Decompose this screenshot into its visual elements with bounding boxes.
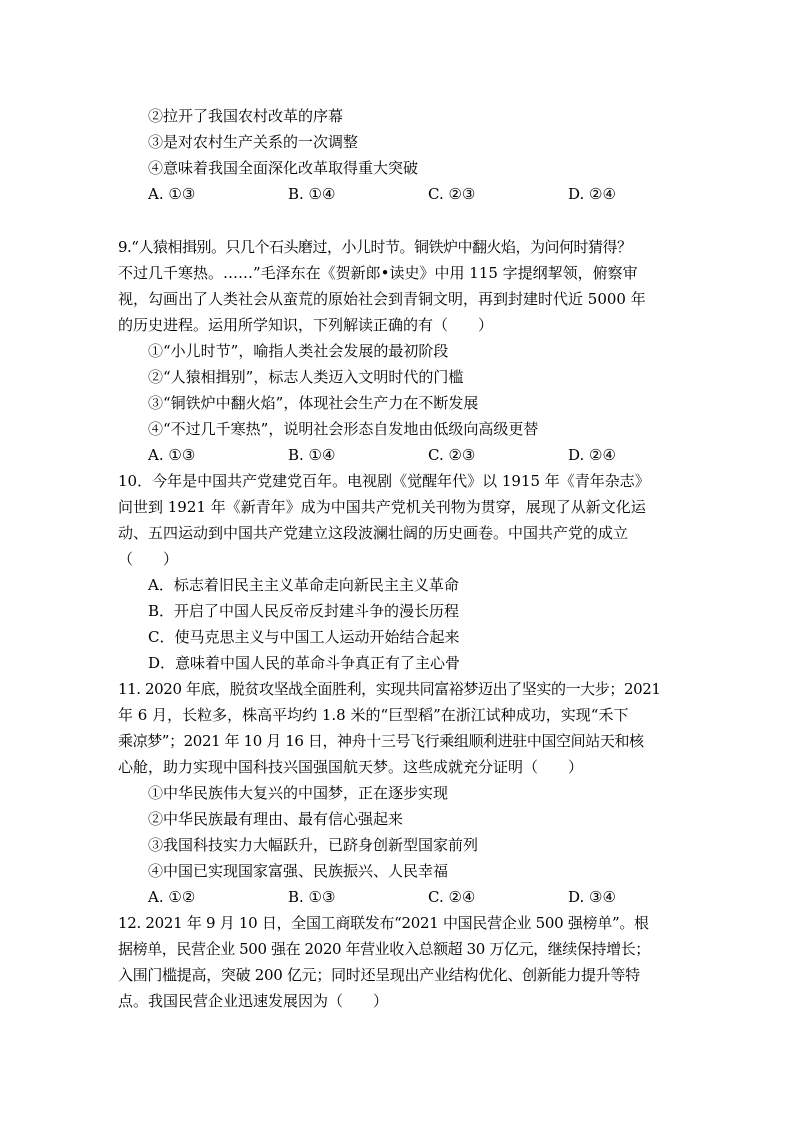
- q10-stem-line-2: 问世到 1921 年《新青年》成为中国共产党机关刊物为贯穿，展现了从新文化运: [118, 498, 646, 516]
- q12-stem-line-4: 点。我国民营企业迅速发展因为（ ）: [118, 992, 389, 1010]
- q11-option-a: A. ①②: [148, 888, 196, 906]
- q9-item-3: ③“铜铁炉中翻火焰”，体现社会生产力在不断发展: [148, 394, 479, 412]
- q11-item-2: ②中华民族最有理由、最有信心强起来: [148, 810, 404, 828]
- q10-option-b: B．开启了中国人民反帝反封建斗争的漫长历程: [148, 602, 460, 620]
- q11-options: [148, 887, 648, 907]
- q8-option-c: C. ②③: [428, 185, 476, 203]
- q11-option-d: D. ③④: [568, 888, 616, 906]
- q8-item-3: ③是对农村生产关系的一次调整: [148, 133, 359, 151]
- q8-item-2: ②拉开了我国农村改革的序幕: [148, 107, 344, 125]
- q11-stem-line-4: 心舱，助力实现中国科技兴国强国航天梦。这些成就充分证明（ ）: [118, 758, 584, 776]
- q9-item-2: ②“人猿相揖别”，标志人类迈入文明时代的门槛: [148, 368, 464, 386]
- q12-stem-line-3: 入围门槛提高，突破 200 亿元；同时还呈现出产业结构优化、创新能力提升等特: [118, 966, 640, 984]
- q9-stem-line-1: 9.“人猿相揖别。只几个石头磨过，小儿时节。铜铁炉中翻火焰，为问何时猜得？: [118, 238, 632, 256]
- q11-stem-line-2: 年 6 月，长粒多，株高平均约 1.8 米的“巨型稻”在浙江试种成功，实现“禾下: [118, 706, 629, 724]
- q10-stem-line-3: 动、五四运动到中国共产党建立这段波澜壮阔的历史画卷。中国共产党的成立: [118, 524, 629, 542]
- q9-options: [148, 445, 648, 465]
- q11-item-3: ③我国科技实力大幅跃升，已跻身创新型国家前列: [148, 836, 479, 854]
- q8-item-4: ④意味着我国全面深化改革取得重大突破: [148, 159, 419, 177]
- q12-stem-line-1: 12. 2021 年 9 月 10 日，全国工商联发布“2021 中国民营企业 500 强榜单”。根: [118, 914, 649, 932]
- q12-stem-line-2: 据榜单，民营企业 500 强在 2020 年营业收入总额超 30 万亿元，继续保持增长；: [118, 940, 650, 958]
- q9-item-1: ①“小儿时节”，喻指人类社会发展的最初阶段: [148, 342, 449, 360]
- q8-options: [148, 184, 648, 204]
- q11-option-c: C. ②④: [428, 888, 476, 906]
- q8-option-a: A. ①③: [148, 185, 196, 203]
- q11-stem-line-3: 乘凉梦”；2021 年 10 月 16 日，神舟十三号飞行乘组顺利进驻中国空间站天和核: [118, 732, 644, 750]
- q11-item-1: ①中华民族伟大复兴的中国梦，正在逐步实现: [148, 784, 449, 802]
- q10-option-c: C．使马克思主义与中国工人运动开始结合起来: [148, 628, 460, 646]
- q11-item-4: ④中国已实现国家富强、民族振兴、人民幸福: [148, 862, 449, 880]
- q9-stem-line-4: 的历史进程。运用所学知识，下列解读正确的有（ ）: [118, 316, 494, 334]
- q9-option-c: C. ②③: [428, 446, 476, 464]
- q8-option-b: B. ①④: [288, 185, 336, 203]
- q9-option-b: B. ①④: [288, 446, 336, 464]
- q10-stem-line-1: 10．今年是中国共产党建党百年。电视剧《觉醒年代》以 1915 年《青年杂志》: [118, 472, 650, 490]
- q10-option-a: A．标志着旧民主主义革命走向新民主主义革命: [148, 576, 459, 594]
- q8-option-d: D. ②④: [568, 185, 616, 203]
- q9-stem-line-3: 视，勾画出了人类社会从蛮荒的原始社会到青铜文明，再到封建时代近 5000 年: [118, 290, 646, 308]
- q9-option-a: A. ①③: [148, 446, 196, 464]
- q11-stem-line-1: 11. 2020 年底，脱贫攻坚战全面胜利，实现共同富裕梦迈出了坚实的一大步；2021: [118, 680, 661, 698]
- q9-option-d: D. ②④: [568, 446, 616, 464]
- q10-stem-line-4: （ ）: [118, 550, 179, 568]
- q9-item-4: ④“不过几千寒热”，说明社会形态自发地由低级向高级更替: [148, 420, 539, 438]
- q9-stem-line-2: 不过几千寒热。……”毛泽东在《贺新郎•读史》中用 115 字提纲挈领，俯察审: [118, 264, 638, 282]
- q10-option-d: D．意味着中国人民的革命斗争真正有了主心骨: [148, 654, 461, 672]
- q11-option-b: B. ①③: [288, 888, 336, 906]
